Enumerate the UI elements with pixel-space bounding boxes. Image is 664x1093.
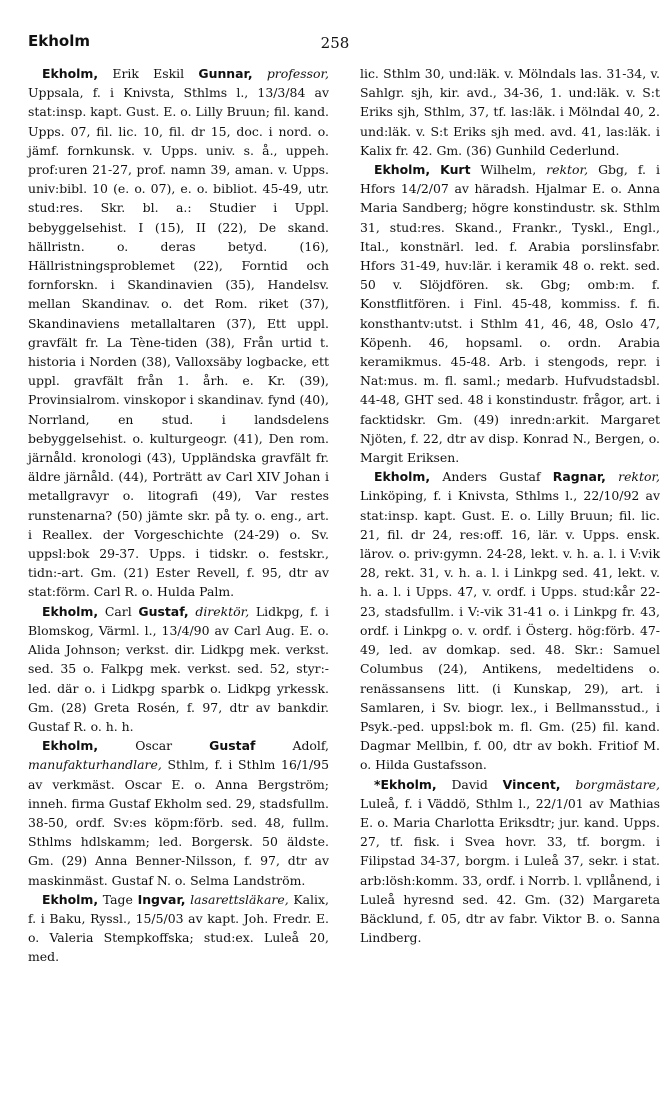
entry-body: Kalix, f. i Baku, Ryssl., 15/5/03 av kapt. Joh. Fredr. E. o. Valeria Stempkoffska; stud:ex. Luleå 20, med. xyxy=(28,891,329,965)
entry-gunnar-ekholm xyxy=(28,64,329,602)
entry-kurt-ekholm xyxy=(360,160,660,467)
right-column xyxy=(360,64,660,947)
entry-given-pre: Tage xyxy=(98,891,138,907)
entry-title: rektor, xyxy=(546,162,589,178)
running-head: Ekholm xyxy=(28,32,90,50)
entry-vincent-ekholm xyxy=(360,775,660,948)
entry-given-pre: Anders Gustaf xyxy=(430,469,553,485)
entry-surname: Ekholm, xyxy=(42,738,99,754)
entry-surname: Ekholm, xyxy=(374,469,431,485)
entry-title: direktör, xyxy=(195,603,250,619)
entry-body: Uppsala, f. i Knivsta, Sthlms l., 13/3/84 av stat:insp. kapt. Gust. E. o. Lilly Bruun; fil. kand. Upps. 07, fil. lic. 10, fil. dr 15, doc. i nord. o. jämf. fornkunsk. v. Upps. univ. s. å., uppeh. prof:uren 21-27, prof. namn 39, aman. v. Upps. univ:bibl. 10 (e. o. 07), e. o. bibliot. 45-49, utr. stud:res. Skr. bl. a.: Studier i Uppl. bebyggelsehist. I (15), II (22), De skand. hällristn. o. deras betyd. (16), Hällristningsproblemet (22), Forntid och fornforskn. i Skandinavien (35), Handelsv. mellan Skandinav. o. det Rom. riket (37), Skandinaviens metallaltaren (37), Ett uppl. gravfält fr. La Tène-tiden (38), Från urtid t. historia i Norden (38), Valloxsäby logbacke, ett uppl. gravfält från 1. årh. e. Kr. (39), Provinsialrom. vinskopor i skandinav. fynd (40), Norrland, en stud. i landsdelens bebyggelsehist. o. kulturgeogr. (41), Den rom. järnåld. kronologi (43), Uppländska gravfält fr. äldre järnåld. (44), Porträtt av Carl XIV Johan i metallgravyr o. litografi (49), Var restes runstenarna? (50) jämte skr. på ty. o. eng., art. i Reallex. der Vorgeschichte (24-29) o. Sv. uppsl:bok 29-37. Upps. i tidskr. o. festskr., tidn:-art. Gm. (21) Ester Revell, f. 95, dtr av stat:förm. Carl R. o. Hulda Palm. xyxy=(28,85,329,600)
entry-title: lasarettsläkare, xyxy=(190,891,289,907)
entry-given-pre: Carl xyxy=(98,603,139,619)
entry-title: rektor, xyxy=(618,469,660,485)
entry-given-pre: Oscar xyxy=(98,738,210,754)
entry-callname: Ingvar, xyxy=(137,891,186,907)
entry-oscar-gustaf-ekholm xyxy=(28,736,329,890)
entry-body: Lidkpg, f. i Blomskog, Värml. l., 13/4/90 av Carl Aug. E. o. Alida Johnson; verkst. dir. Lidkpg mek. verkst. sed. 35 o. Falkpg mek. verkst. sed. 52, styr:-led. där o. i Lidkpg sparbk o. Lidkpg yrkessk. Gm. (28) Greta Rosén, f. 97, dtr av bankdir. Gustaf R. o. h. h. xyxy=(28,603,329,734)
entry-callname: Gustaf xyxy=(209,738,256,754)
entry-title: professor, xyxy=(266,66,329,81)
entry-surname: Ekholm, xyxy=(42,891,99,907)
entry-carl-gustaf-ekholm xyxy=(28,602,329,736)
page-number: 258 xyxy=(320,34,350,52)
entry-callname: Vincent, xyxy=(502,776,561,792)
entry-body: Linköping, f. i Knivsta, Sthlms l., 22/10/92 av stat:insp. kapt. Gust. E. o. Lilly Bruun; fil. lic. 21, fil. dr 24, res:off. 16, lär. v. Upps. ensk. lärov. o. priv:gymn. 24-28, lekt. v. h. a. l. i V:vik 28, rekt. 31, v. h. a. l. i Linkpg sed. 41, lekt. v. h. a. l. i Upps. 47, v. ordf. i Upps. stud:kår 22-23, stadsfullm. i V:-vik 31-41 o. i Linkpg fr. 43, ordf. i Linkpg o. v. ordf. i Österg. hög:förb. 47-49, led. av domkap. sed. 48. Skr.: Samuel Columbus (24), Antikens, medeltidens o. renässansens litt. (i Kunskap, 29), art. i Samlaren, i Sv. biogr. lex., i Bellmansstud., i Psyk.-ped. uppsl:bok m. fl. Gm. (25) fil. kand. Dagmar Mellbin, f. 00, dtr av bokh. Fritiof M. o. Hilda Gustafsson. xyxy=(360,488,660,773)
entry-body: lic. Sthlm 30, und:läk. v. Mölndals las. 31-34, v. Sahlgr. sjh, kir. avd., 34-36, 1. und:läk. v. S:t Eriks sjh, Sthlm, 37, tf. las:läk. i Mölndal 40, 2. und:läk. v. S:t Eriks sjh med. avd. 41, las:läk. i Kalix fr. 42. Gm. (36) Gunhild Cederlund. xyxy=(360,66,660,158)
entry-given-post xyxy=(561,777,576,792)
entry-given-post: Wilhelm, xyxy=(470,162,547,178)
entry-given-post xyxy=(253,66,267,81)
entry-surname: Ekholm, xyxy=(374,162,431,178)
entry-surname: Ekholm, xyxy=(42,603,99,619)
entry-surname: *Ekholm, xyxy=(374,776,437,792)
entry-callname: Gunnar, xyxy=(198,66,253,81)
entry-ragnar-ekholm xyxy=(360,467,660,774)
entry-title: manufakturhandlare, xyxy=(28,757,162,773)
left-column xyxy=(28,64,329,967)
entry-surname: Ekholm, xyxy=(42,66,99,81)
entry-title: borgmästare, xyxy=(575,776,660,792)
page-header xyxy=(28,32,642,56)
entry-body: Gbg, f. i Hfors 14/2/07 av häradsh. Hjalmar E. o. Anna Maria Sandberg; högre konstindustr. sk. Sthlm 31, stud:res. Skand., Frankr., Tyskl., Engl., Ital., konstnärl. led. f. Arabia porslinsfabr. Hfors 31-49, huv:lär. i keramik 48 o. rekt. sed. 50 v. Slöjdfören. sk. Gbg; omb:m. f. Konstflitfören. i Finl. 45-48, kommiss. f. fi. konsthantv:utst. i Sthlm 41, 46, 48, Oslo 47, Köpenh. 46, hopsaml. o. ordn. Arabia keramikmus. 45-48. Arb. i stengods, repr. i Nat:mus. m. fl. saml.; medarb. Hufvudstadsbl. 44-48, GHT sed. 48 i konstindustr. frågor, art. i facktidskr. Gm. (49) inredn:arkit. Margaret Njöten, f. 22, dtr av disp. Konrad N., Bergen, o. Margit Eriksen. xyxy=(360,162,660,466)
entry-callname: Kurt xyxy=(440,162,471,178)
entry-given-pre: Erik Eskil xyxy=(98,66,199,81)
entry-continuation xyxy=(360,64,660,160)
entry-given-pre xyxy=(430,162,440,177)
entry-given-post: Adolf, xyxy=(255,738,329,754)
entry-tage-ingvar-ekholm xyxy=(28,890,329,967)
entry-body: Luleå, f. i Väddö, Sthlm l., 22/1/01 av Mathias E. o. Maria Charlotta Eriksdtr; jur. kand. Upps. 27, tf. fisk. i Svea hovr. 33, tf. borgm. i Filipstad 34-37, borgm. i Luleå 37, sekr. i stat. arb:lösh:komm. 33, ordf. i Norrb. l. vpllånend, i Luleå hyresnd sed. 42. Gm. (32) Margareta Bäcklund, f. 05, dtr av fabr. Viktor B. o. Sanna Lindberg. xyxy=(360,795,660,946)
entry-given-pre: David xyxy=(436,776,503,792)
entry-given-post xyxy=(606,469,618,484)
entry-callname: Gustaf, xyxy=(138,603,189,619)
entry-body: Sthlm, f. i Sthlm 16/1/95 av verkmäst. Oscar E. o. Anna Bergström; inneh. firma Gustaf Ekholm sed. 29, stadsfullm. 38-50, ordf. Sv:es köpm:förb. sed. 48, fullm. Sthlms hdlskamm; led. Borgersk. 50 äldste. Gm. (29) Anna Benner-Nilsson, f. 97, dtr av maskinmäst. Gustaf N. o. Selma Landström. xyxy=(28,757,329,888)
entry-callname: Ragnar, xyxy=(552,469,606,485)
